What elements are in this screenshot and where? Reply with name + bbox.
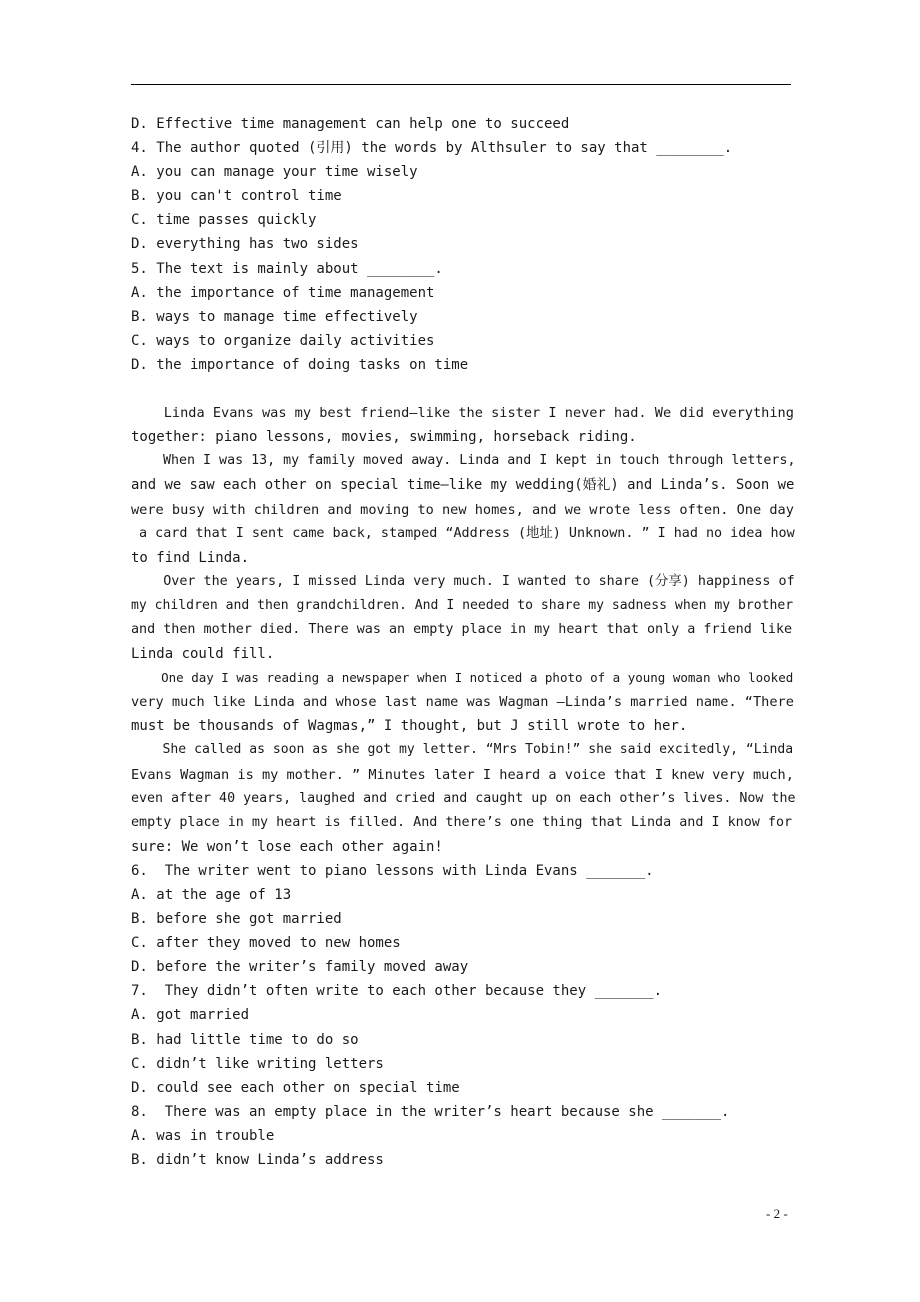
option-6d: D. before the writer’s family moved away (131, 959, 469, 976)
option-5a: A. the importance of time management (131, 284, 435, 301)
option-4c: C. time passes quickly (131, 212, 317, 229)
passage-line: very much like Linda and whose last name was Wagman —Linda’s married name. “There (131, 694, 794, 711)
passage-line: sure: We won’t lose each other again! (131, 838, 443, 855)
option-5d: D. the importance of doing tasks on time (131, 356, 469, 373)
option-4d: D. everything has two sides (131, 236, 359, 253)
section-gap (131, 377, 797, 401)
option-6c: C. after they moved to new homes (131, 935, 401, 952)
page-number: - 2 - (766, 1206, 788, 1221)
question-5: 5. The text is mainly about ________. (131, 260, 443, 277)
passage-line: were busy with children and moving to new homes, and we wrote less often. One day (131, 501, 794, 518)
passage-line: Linda Evans was my best friend—like the sister I never had. We did everything (131, 405, 794, 422)
option-4b: B. you can't control time (131, 188, 342, 205)
passage-line: together: piano lessons, movies, swimming, horseback riding. (131, 429, 637, 446)
passage-line: my children and then grandchildren. And I needed to share my sadness when my brother (131, 597, 794, 613)
passage-line: even after 40 years, laughed and cried and caught up on each other’s lives. Now the (131, 790, 796, 806)
option-6b: B. before she got married (131, 911, 342, 928)
question-6: 6. The writer went to piano lessons with Linda Evans _______. (131, 862, 654, 879)
option-8b: B. didn’t know Linda’s address (131, 1152, 384, 1169)
passage-line: Evans Wagman is my mother. ” Minutes later I heard a voice that I knew very much, (131, 766, 794, 783)
option-4a: A. you can manage your time wisely (131, 164, 418, 181)
option-5c: C. ways to organize daily activities (131, 332, 435, 349)
reading-passage (131, 401, 797, 859)
page-content (131, 112, 797, 1172)
passage-line: to find Linda. (131, 549, 250, 566)
passage-line: One day I was reading a newspaper when I noticed a photo of a young woman who looked (131, 670, 794, 686)
passage-line: must be thousands of Wagmas,” I thought, but J still wrote to her. (131, 718, 688, 735)
option-7d: D. could see each other on special time (131, 1079, 460, 1096)
question-8: 8. There was an empty place in the writer’s heart because she _______. (131, 1103, 730, 1120)
passage-line: empty place in my heart is filled. And there’s one thing that Linda and I know for (131, 814, 793, 830)
passage-line: When I was 13, my family moved away. Linda and I kept in touch through letters, (131, 453, 796, 469)
option-3d: D. Effective time management can help one to succeed (131, 116, 570, 132)
header-rule (131, 84, 791, 85)
passage-line: Linda could fill. (131, 646, 275, 663)
passage-line: a card that I sent came back, stamped “Address (地址) Unknown. ” I had no idea how (131, 525, 795, 541)
option-8a: A. was in trouble (131, 1127, 275, 1144)
option-7b: B. had little time to do so (131, 1031, 359, 1048)
passage-line: and then mother died. There was an empty place in my heart that only a friend like (131, 621, 793, 637)
option-5b: B. ways to manage time effectively (131, 308, 418, 325)
passage-line: and we saw each other on special time—like my wedding(婚礼) and Linda’s. Soon we (131, 477, 795, 494)
passage-line: She called as soon as she got my letter. “Mrs Tobin!” she said excitedly, “Linda (131, 742, 794, 758)
option-6a: A. at the age of 13 (131, 887, 292, 903)
option-7a: A. got married (131, 1007, 250, 1024)
question-4: 4. The author quoted (引用) the words by Althsuler to say that ________. (131, 140, 733, 157)
passage-line: Over the years, I missed Linda very much. I wanted to share (分享) happiness of (131, 573, 795, 589)
question-7: 7. They didn’t often write to each other because they _______. (131, 983, 663, 1000)
option-7c: C. didn’t like writing letters (131, 1055, 384, 1072)
